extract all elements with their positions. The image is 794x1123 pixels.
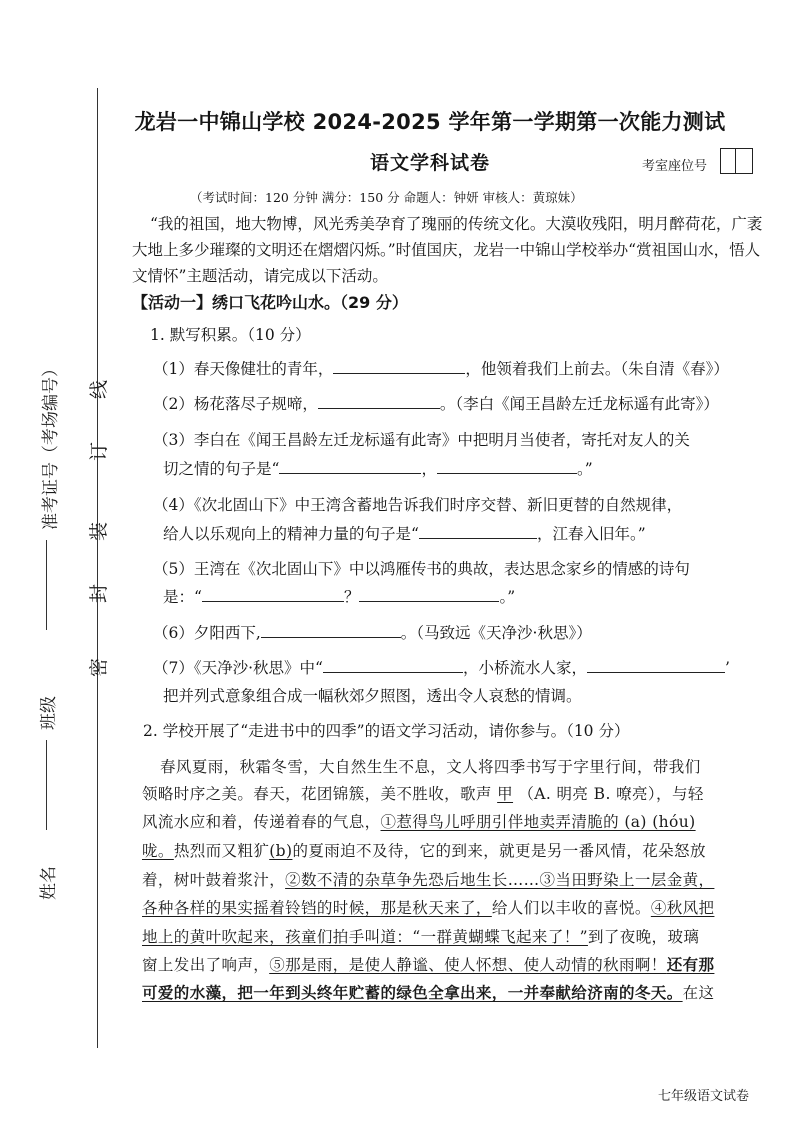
answer-blank[interactable] (318, 394, 440, 409)
q1-title: 1. 默写积累。（10 分） (150, 326, 311, 344)
blank-b[interactable]: (b) (269, 842, 293, 860)
q1-item-1: （1）春天像健壮的青年， ，他领着我们上前去。（朱自清《春》） (153, 360, 729, 378)
seal-char-feng: 封 (88, 583, 111, 604)
q1-item-6: （6）夕阳西下, 。（马致远《天净沙·秋思》） (153, 624, 592, 642)
q2-passage-line-9: 可爱的水藻，把一年到头终年贮蓄的绿色全拿出来，一并奉献给济南的冬天。在这 (142, 983, 715, 1002)
q2-passage-line-6: 各种各样的果实摇着铃铛的时候，那是秋天来了，给人们以丰收的喜悦。④秋风把 (142, 899, 715, 917)
intro-line-1: “我的祖国，地大物博，风光秀美孕育了瑰丽的传统文化。大漠收残阳，明月醉荷花，广袤 (150, 215, 763, 233)
answer-blank[interactable] (261, 623, 401, 638)
answer-blank[interactable] (333, 359, 465, 374)
answer-blank[interactable] (437, 459, 577, 474)
seat-number-label: 考室座位号 (642, 159, 708, 174)
answer-blank[interactable] (359, 587, 499, 602)
seal-char-zhuang: 装 (88, 521, 111, 542)
activity-1-heading: 【活动一】绣口飞花吟山水。（29 分） (132, 293, 408, 312)
exam-subtitle: 语文学科试卷 (369, 152, 490, 174)
exam-title: 龙岩一中锦山学校 2024-2025 学年第一学期第一次能力测试 (134, 110, 726, 134)
name-label: 姓名 (39, 866, 59, 900)
intro-line-2: 大地上多少璀璨的文明还在熠熠闪烁。”时值国庆，龙岩一中锦山学校举办“赏祖国山水，悟人 (132, 241, 761, 259)
answer-blank[interactable] (202, 587, 344, 602)
answer-blank[interactable] (323, 658, 463, 673)
q1-item-4-line-2: 给人以乐观向上的精神力量的句子是“ ，江春入旧年。” (163, 525, 646, 543)
q2-passage-line-1: 春风夏雨，秋霜冬雪，大自然生生不息，文人将四季书写于字里行间，带我们 (160, 758, 701, 776)
answer-blank[interactable] (419, 524, 537, 539)
q1-item-3-line-2: 切之情的句子是“ ， 。” (163, 460, 593, 478)
exam-id-label: 准考证号（考场编号） (41, 360, 61, 530)
q1-item-2: （2）杨花落尽子规啼， 。（李白《闻王昌龄左迁龙标遥有此寄》） (153, 395, 719, 413)
seal-char-ding: 订 (88, 441, 111, 462)
class-blank-line (46, 740, 47, 830)
q1-item-7-line-1: （7）《天净沙·秋思》中“ ，小桥流水人家， ’ (153, 659, 730, 677)
class-label: 班级 (39, 696, 59, 730)
q1-item-5-line-2: 是：“ ？ 。” (163, 588, 516, 606)
q2-passage-line-7: 地上的黄叶吹起来，孩童们拍手叫道：“一群黄蝴蝶飞起来了！”到了夜晚，玻璃 (142, 928, 700, 946)
q2-passage-line-5: 着，树叶鼓着浆汁，②数不清的杂草争先恐后地生长……③当田野染上一层金黄， (142, 871, 715, 889)
answer-blank[interactable] (279, 459, 421, 474)
q1-item-5-line-1: （5）王湾在《次北固山下》中以鸿雁传书的典故，表达思念家乡的情感的诗句 (153, 560, 690, 578)
seal-char-mi: 密 (88, 657, 111, 678)
intro-line-3: 文情怀”主题活动，请完成以下活动。 (132, 267, 388, 285)
q1-item-4-line-1: （4）《次北固山下》中王湾含蓄地告诉我们时序交替、新旧更替的自然规律， (153, 496, 683, 514)
q2-passage-line-8: 窗上发出了响声，⑤那是雨，是使人静谧、使人怀想、使人动情的秋雨啊！还有那 (142, 955, 715, 974)
page-footer: 七年级语文试卷 (658, 1089, 750, 1104)
answer-blank[interactable] (587, 658, 725, 673)
seal-char-line: 线 (88, 379, 111, 400)
q2-title: 2. 学校开展了“走进书中的四季”的语文学习活动，请你参与。（10 分） (143, 722, 630, 740)
blank-jia[interactable]: 甲 (497, 785, 514, 803)
binding-line (97, 88, 98, 1048)
q2-passage-line-2: 领略时序之美。春天，花团锦簇，美不胜收，歌声 甲 （A. 明亮 B. 嘹亮），与轻 (142, 785, 704, 803)
q1-item-7-line-2: 把并列式意象组合成一幅秋郊夕照图，透出令人哀愁的情调。 (163, 687, 582, 705)
q1-item-3-line-1: （3）李白在《闻王昌龄左迁龙标遥有此寄》中把明月当使者，寄托对友人的关 (153, 431, 690, 449)
q2-passage-line-4: 咙。热烈而又粗犷(b)的夏雨迫不及待，它的到来，就更是另一番风情，花朵怒放 (142, 842, 706, 860)
exam-id-blank-line (46, 540, 47, 630)
q2-passage-line-3: 风流水应和着，传递着春的气息，①惹得鸟儿呼朋引伴地卖弄清脆的 (a) (hóu) (142, 813, 696, 831)
exam-meta-info: （考试时间：120 分钟 满分：150 分 命题人：钟妍 审核人：黄琼妹） (190, 190, 583, 205)
seat-number-box[interactable] (720, 148, 753, 174)
